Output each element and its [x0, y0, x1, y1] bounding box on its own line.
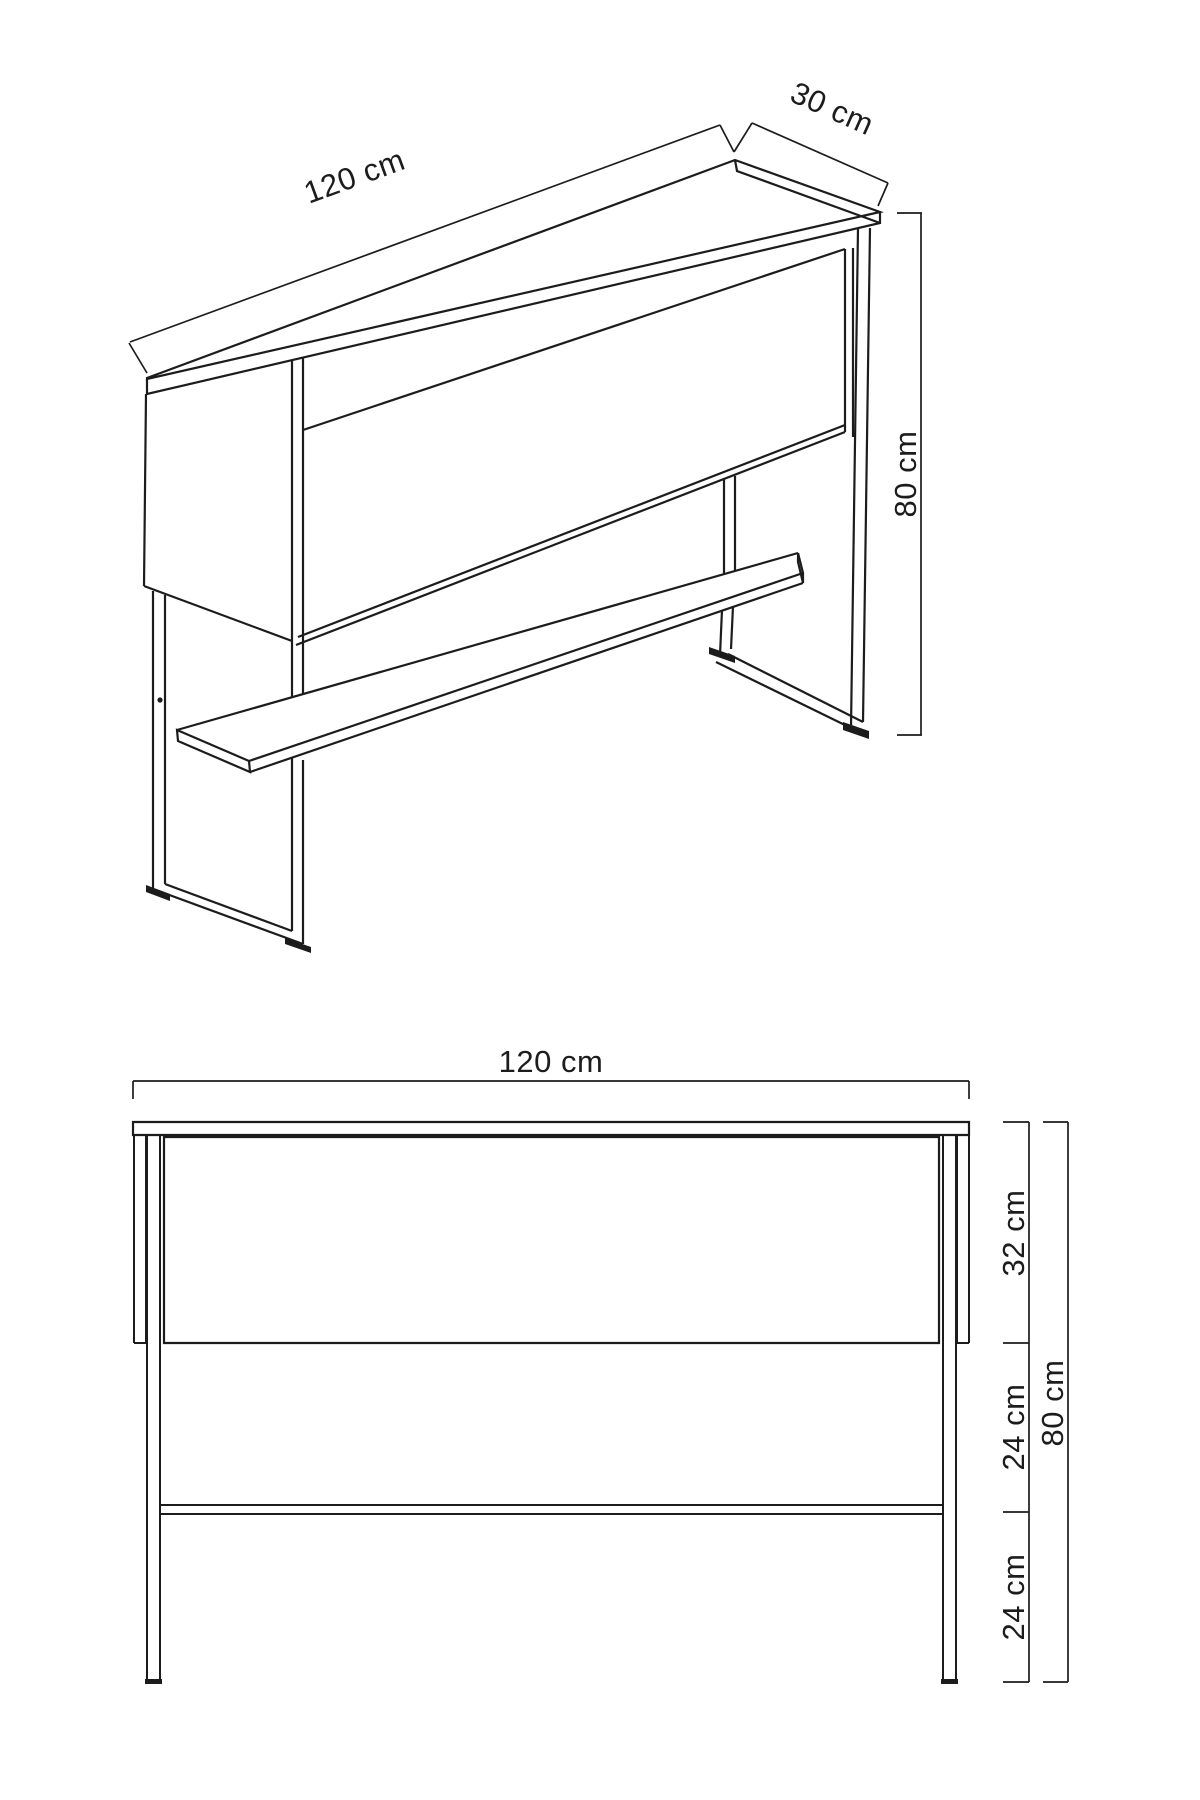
front-right-foot: [941, 1679, 958, 1684]
left-leg-frame: [146, 591, 311, 953]
front-width-label: 120 cm: [498, 1044, 604, 1079]
front-hutch-panel: [164, 1137, 939, 1343]
hutch-box: [144, 248, 853, 944]
left-rear-foot: [285, 938, 311, 953]
front-tabletop: [133, 1122, 969, 1135]
right-front-foot: [843, 722, 869, 739]
front-shelf: [160, 1505, 943, 1514]
dim-tick: [734, 123, 752, 152]
iso-dim-length: [129, 125, 734, 373]
isometric-view: [129, 75, 923, 953]
dim-tick: [720, 125, 734, 152]
front-left-side-panel: [134, 1135, 146, 1343]
lower-shelf: [177, 553, 803, 772]
dim-tick: [129, 343, 147, 373]
right-rear-foot: [709, 647, 735, 663]
front-left-foot: [145, 1679, 162, 1684]
cam-hole-dot: [157, 697, 162, 702]
iso-height-label: 80 cm: [888, 430, 923, 518]
front-dim-width: [133, 1044, 969, 1099]
front-left-leg: [145, 1135, 162, 1684]
front-right-side-panel: [957, 1135, 969, 1343]
front-dim-chain: [996, 1122, 1031, 1682]
front-right-leg: [941, 1135, 958, 1684]
front-elevation-view: [133, 1044, 1070, 1684]
front-bottom-gap-label: 24 cm: [996, 1553, 1031, 1641]
dim-tick: [878, 183, 888, 206]
iso-dim-height: [888, 213, 923, 735]
front-middle-gap-label: 24 cm: [996, 1383, 1031, 1471]
front-dim-total-height: [1035, 1122, 1070, 1682]
iso-depth-label: 30 cm: [785, 74, 880, 143]
front-hutch-height-label: 32 cm: [996, 1189, 1031, 1277]
iso-length-label: 120 cm: [299, 141, 410, 211]
front-total-height-label: 80 cm: [1035, 1359, 1070, 1447]
left-front-foot: [146, 885, 170, 901]
